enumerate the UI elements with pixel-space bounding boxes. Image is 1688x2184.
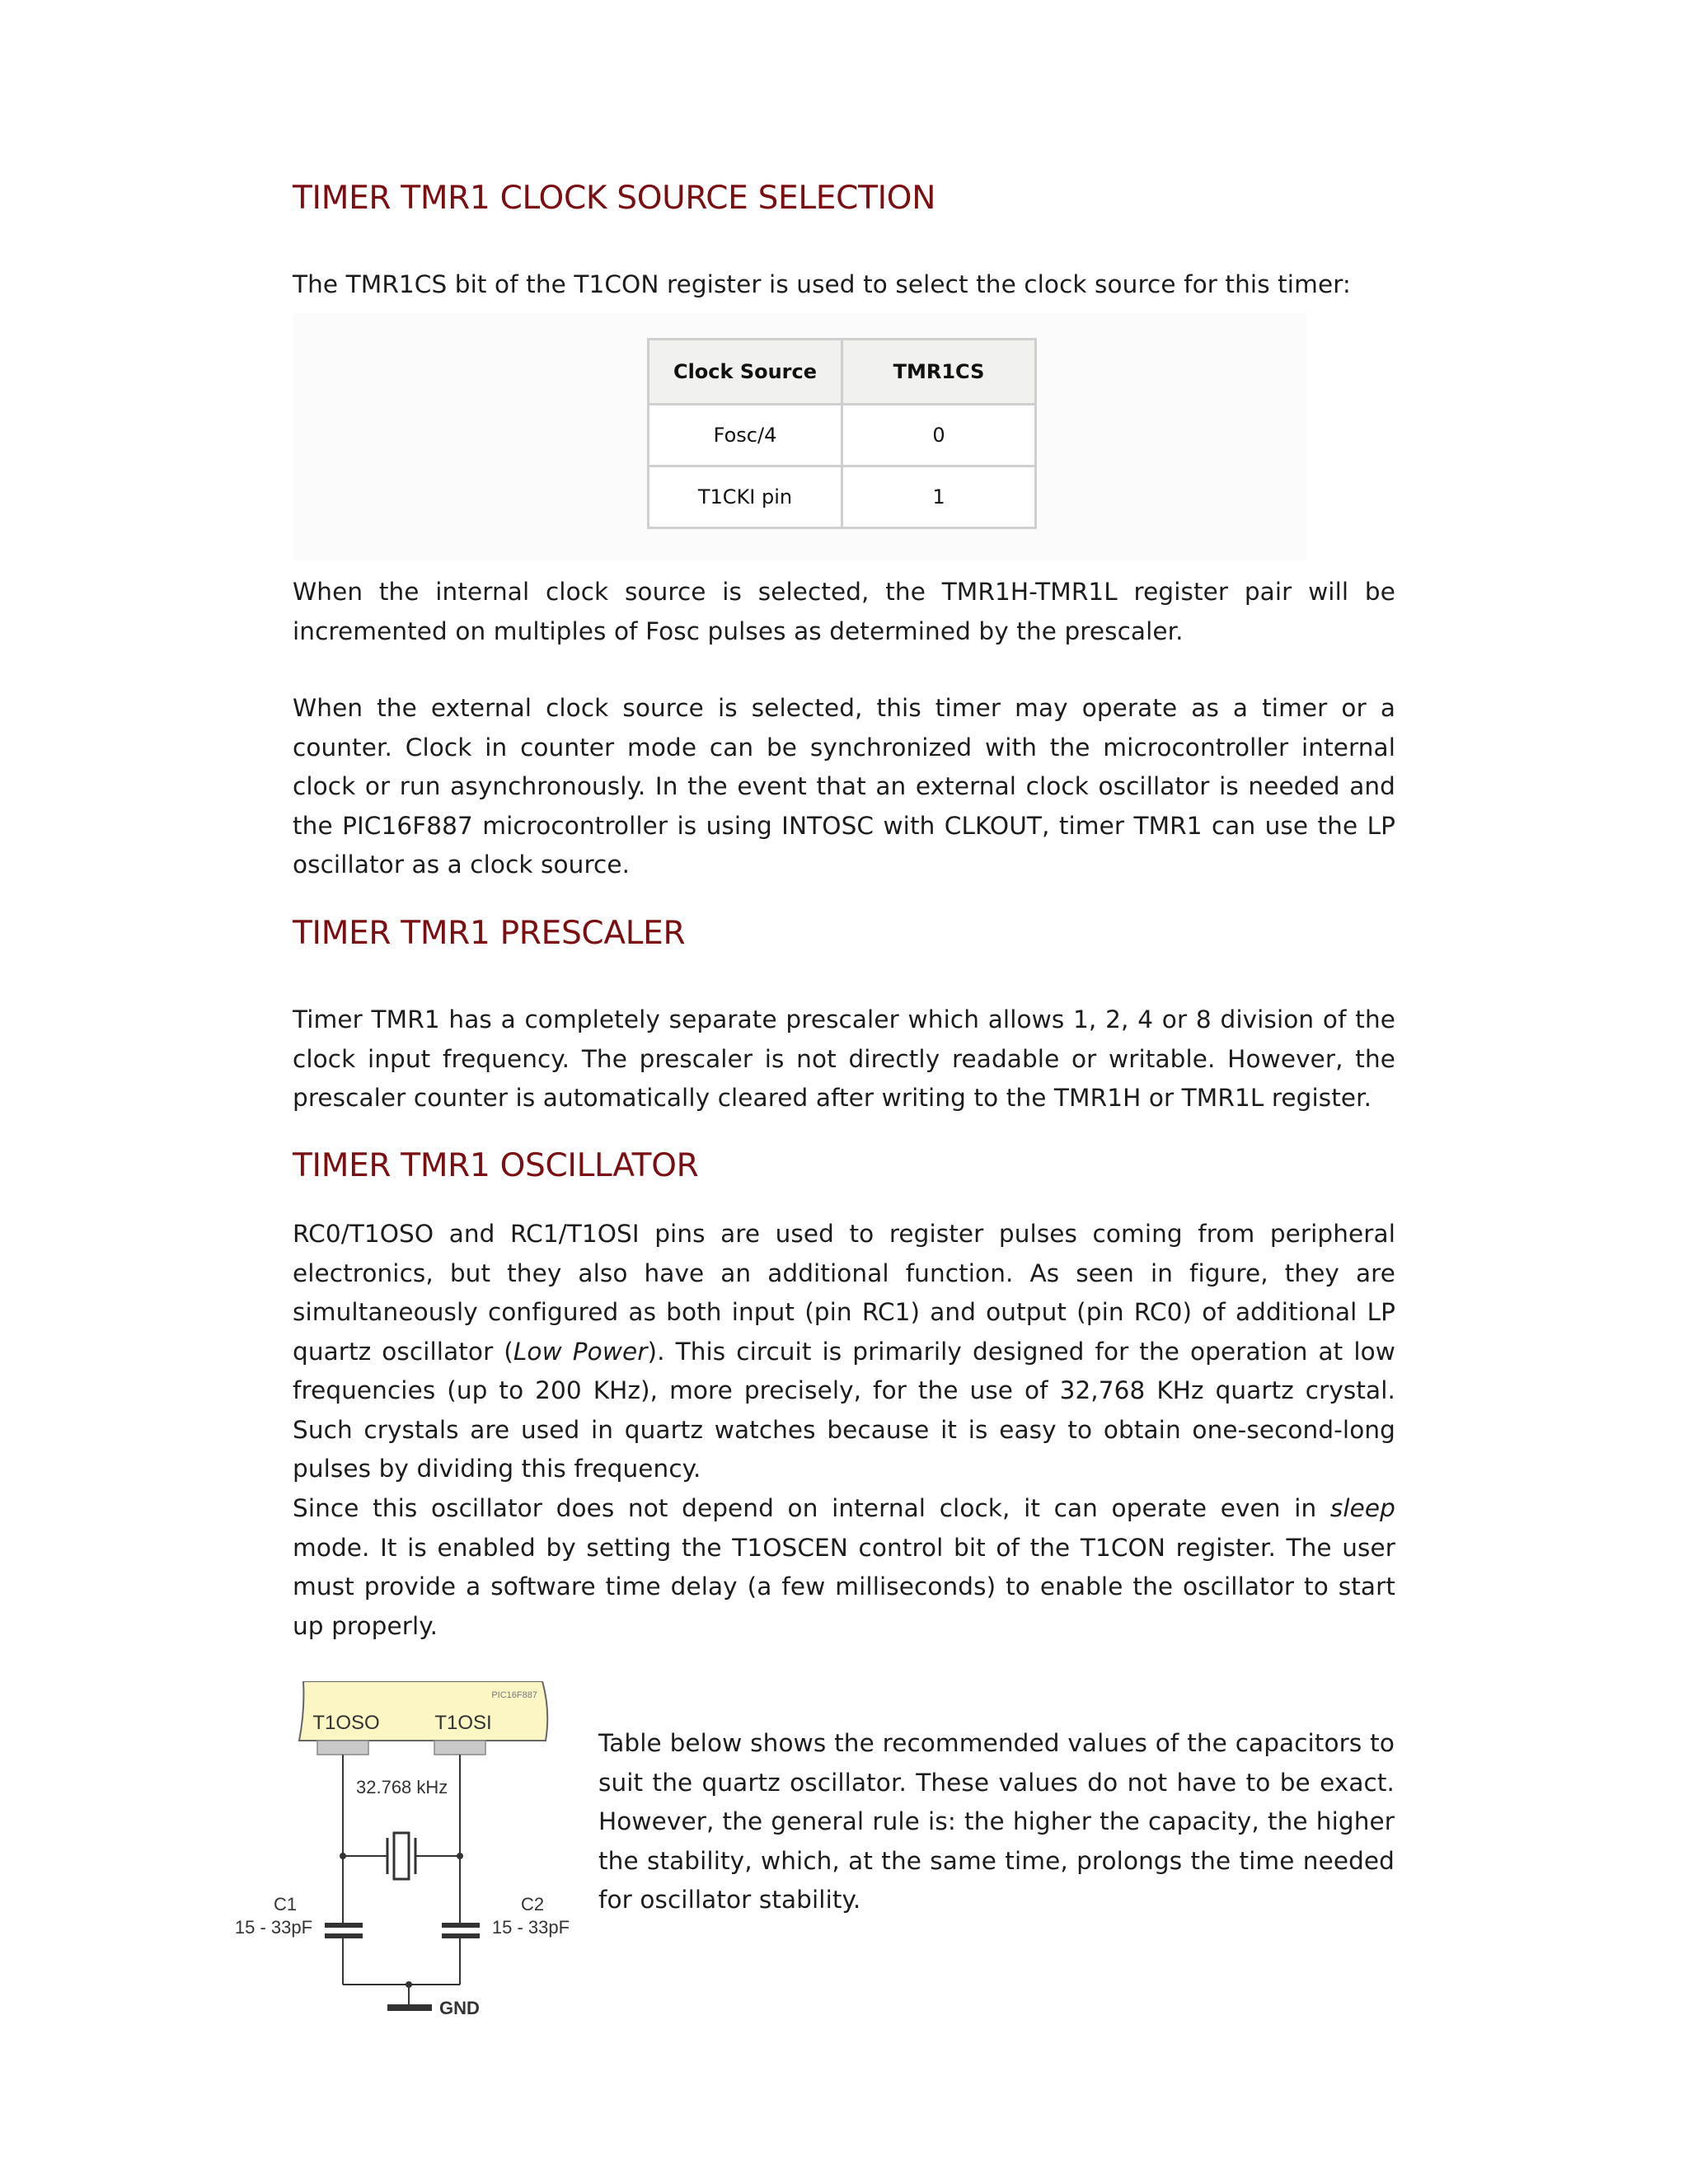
capacitor-c1-icon <box>325 1923 363 1938</box>
prescaler-paragraph: Timer TMR1 has a completely separate prescaler which allows 1, 2, 4 or 8 division of the clock input frequency. The prescaler is not directly readable or writable. However, the prescaler counter is automatically cleared after writing to the TMR1H or TMR1L register. <box>293 1005 1395 1112</box>
clock-source-table <box>647 338 1037 529</box>
table-cell: T1CKI pin <box>649 466 842 528</box>
oscillator-text-part: RC0/T1OSO and RC1/T1OSI pins are used to register pulses coming from peripheral electronics, but they also have an additional function. As seen in figure, they are simultaneously configured as both input (pin RC1) and output (pin RC0) of additional LP quartz oscillator ( <box>293 1220 1395 1366</box>
capacitor-recommendation-paragraph: Table below shows the recommended values of the capacitors to suit the quartz oscillator. These values do not have to be exact. However, the general rule is: the higher the capacity, the higher the stability, which, at the same time, prolongs the time needed for oscillator stability. <box>598 1729 1395 1914</box>
table-header-cell: Clock Source <box>649 340 842 405</box>
table-cell: 1 <box>842 466 1036 528</box>
intro-paragraph: The TMR1CS bit of the T1CON register is used to select the clock source for this timer: <box>293 270 1351 298</box>
pin-label-t1oso: T1OSO <box>312 1712 380 1734</box>
ground-label: GND <box>439 1998 480 2018</box>
table-row <box>649 405 1036 466</box>
sleep-emphasis: sleep <box>1329 1494 1395 1522</box>
sleep-mode-paragraph <box>293 1489 1395 1646</box>
pin-label-t1osi: T1OSI <box>434 1712 492 1734</box>
external-clock-paragraph: When the external clock source is selected, this timer may operate as a timer or a counter. Clock in counter mode can be synchronized with the microcontroller internal clock or run asynchronously. In the event that an external clock oscillator is needed and the PIC16F887 microcontroller is using INTOSC with CLKOUT, timer TMR1 can use the LP oscillator as a clock source. <box>293 694 1395 879</box>
junction-dot <box>340 1853 346 1859</box>
crystal-icon <box>387 1833 415 1879</box>
oscillator-paragraph <box>293 1215 1395 1489</box>
heading-oscillator: TIMER TMR1 OSCILLATOR <box>293 1147 699 1184</box>
table-header-cell: TMR1CS <box>842 340 1036 405</box>
heading-prescaler: TIMER TMR1 PRESCALER <box>293 915 686 952</box>
sleep-text-part: mode. It is enabled by setting the T1OSCEN control bit of the T1CON register. The user must provide a software time delay (a few milliseconds) to enable the oscillator to start up properly. <box>293 1533 1395 1640</box>
pin-t1osi <box>434 1741 485 1755</box>
capacitor-c2-icon <box>442 1923 480 1938</box>
c2-name: C2 <box>520 1894 545 1915</box>
oscillator-circuit-diagram <box>223 1681 585 2036</box>
pin-t1oso <box>317 1741 368 1755</box>
c1-name: C1 <box>273 1894 298 1915</box>
crystal-frequency-label: 32.768 kHz <box>356 1777 448 1797</box>
junction-dot <box>406 1981 412 1988</box>
table-cell: 0 <box>842 405 1036 466</box>
oscillator-text-part: ). This circuit is primarily designed for the operation at low frequencies (up to 200 KHz), more precisely, for the use of 32,768 KHz quartz crystal. Such crystals are used in quartz watches because it is easy to obtain one-second-long pulses by dividing this frequency. <box>293 1337 1395 1483</box>
c2-value: 15 - 33pF <box>491 1917 570 1938</box>
heading-clock-source: TIMER TMR1 CLOCK SOURCE SELECTION <box>293 180 936 217</box>
c1-value: 15 - 33pF <box>234 1917 313 1938</box>
table-header-row <box>649 340 1036 405</box>
chip-label: PIC16F887 <box>491 1690 537 1700</box>
internal-clock-paragraph: When the internal clock source is selected, the TMR1H-TMR1L register pair will be incremented on multiples of Fosc pulses as determined by the prescaler. <box>293 578 1395 645</box>
ground-icon <box>387 2004 432 2011</box>
sleep-text-part: Since this oscillator does not depend on internal clock, it can operate even in <box>293 1494 1330 1522</box>
table-row <box>649 466 1036 528</box>
junction-dot <box>457 1853 463 1859</box>
low-power-emphasis: Low Power <box>513 1337 648 1366</box>
table-cell: Fosc/4 <box>649 405 842 466</box>
